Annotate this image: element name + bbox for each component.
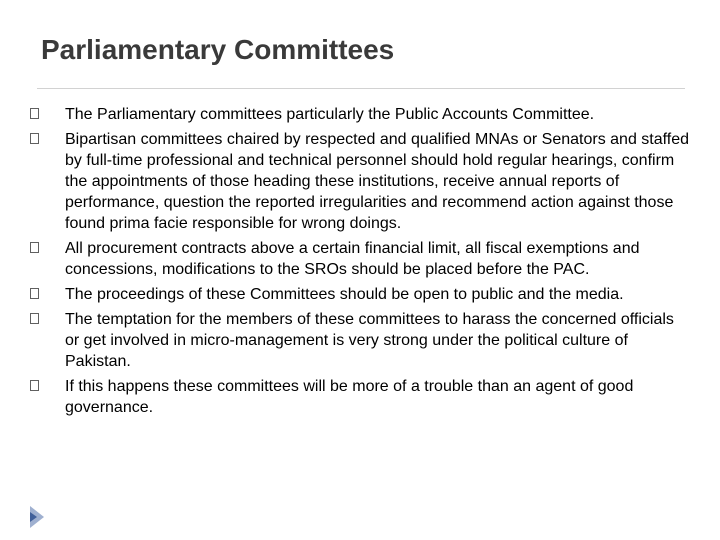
square-bullet-icon bbox=[30, 108, 39, 119]
square-bullet-icon bbox=[30, 380, 39, 391]
square-bullet-icon bbox=[30, 313, 39, 324]
bullet-item bbox=[30, 129, 690, 234]
bullet-text: Bipartisan committees chaired by respected and qualified MNAs or Senators and staffed by full-time professional and technical personnel should hold regular hearings, confirm the appointments of those heading these institutions, receive annual reports of performance, question the reported irregularities and recommend action against those found prima facie responsible for wrong doings. bbox=[65, 131, 690, 232]
title-divider bbox=[37, 88, 685, 89]
bullet-item bbox=[30, 104, 690, 125]
bullet-item bbox=[30, 238, 690, 280]
bullet-item bbox=[30, 309, 690, 372]
bullet-text: The Parliamentary committees particularly the Public Accounts Committee. bbox=[65, 106, 595, 123]
bullet-text: The proceedings of these Committees should be open to public and the media. bbox=[65, 286, 624, 303]
bullet-text: All procurement contracts above a certain financial limit, all fiscal exemptions and concessions, modifications to the SROs should be placed before the PAC. bbox=[65, 240, 640, 278]
slide-title: Parliamentary Committees bbox=[41, 34, 395, 65]
square-bullet-icon bbox=[30, 288, 39, 299]
bullet-list bbox=[30, 104, 690, 422]
bullet-text: If this happens these committees will be more of a trouble than an agent of good governance. bbox=[65, 378, 634, 416]
bullet-item bbox=[30, 284, 690, 305]
slide-nav-icon bbox=[30, 506, 44, 528]
square-bullet-icon bbox=[30, 133, 39, 144]
bullet-text: The temptation for the members of these committees to harass the concerned officials or get involved in micro-management is very strong under the political culture of Pakistan. bbox=[65, 311, 674, 370]
square-bullet-icon bbox=[30, 242, 39, 253]
bullet-item bbox=[30, 376, 690, 418]
